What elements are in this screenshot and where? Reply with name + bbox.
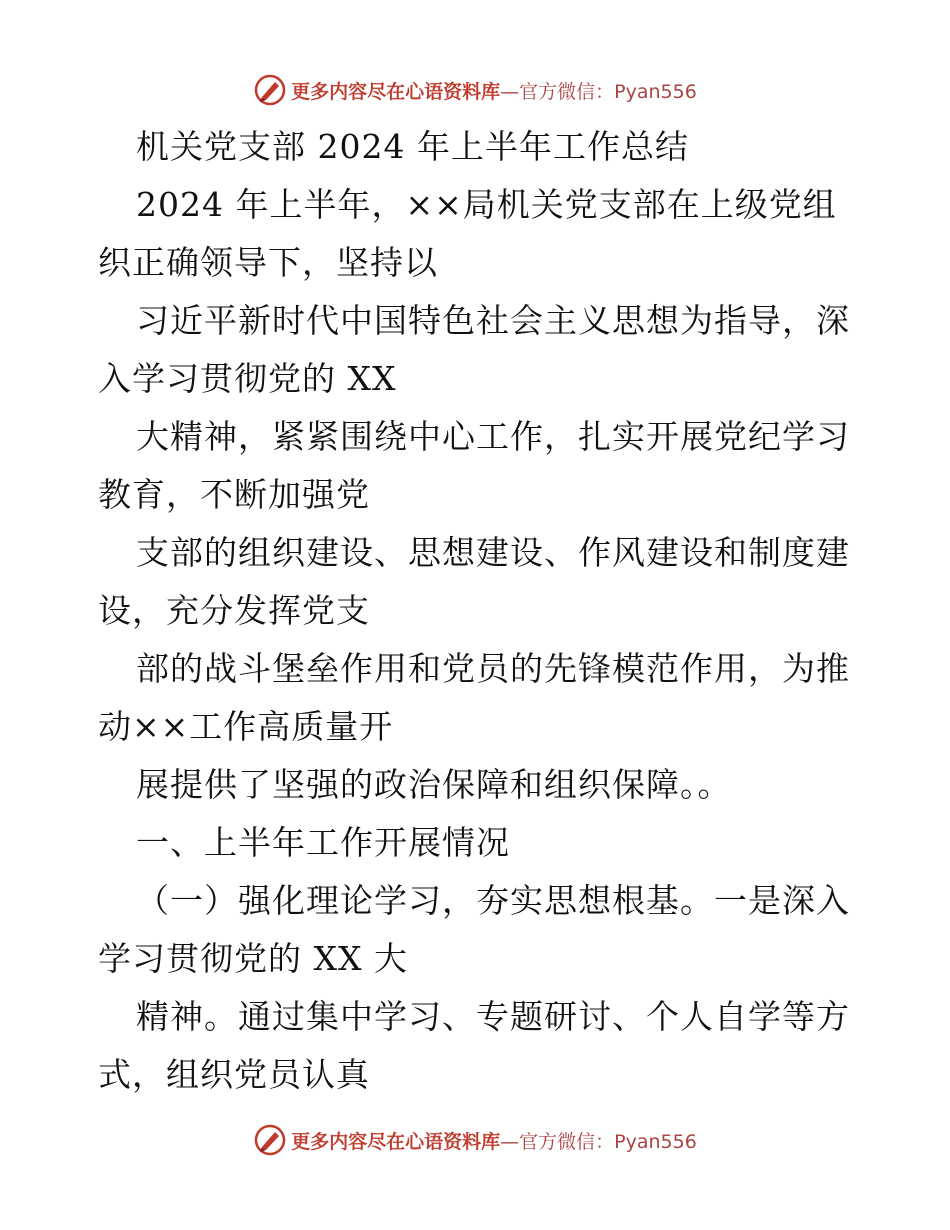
watermark-sub-text: 官方微信：Pyan556	[519, 1130, 697, 1153]
pen-circle-logo-icon	[253, 73, 287, 107]
document-line: 织正确领导下，坚持以	[98, 243, 438, 282]
document-line: 一、上半年工作开展情况	[136, 823, 510, 862]
document-line: 动××工作高质量开	[98, 707, 394, 746]
watermark-text	[291, 77, 697, 104]
watermark-banner-top	[0, 70, 950, 110]
document-line: 部的战斗堡垒作用和党员的先锋模范作用，为推	[136, 649, 850, 688]
watermark-text	[291, 1127, 697, 1154]
watermark-main-text: 更多内容尽在心语资料库	[291, 80, 501, 103]
document-line: 设，充分发挥党支	[98, 591, 370, 630]
document-line: 大精神，紧紧围绕中心工作，扎实开展党纪学习	[136, 417, 850, 456]
document-body	[98, 118, 858, 1104]
watermark-separator: —	[500, 80, 520, 103]
document-line: 机关党支部 2024 年上半年工作总结	[136, 127, 689, 166]
document-line: （一）强化理论学习，夯实思想根基。一是深入	[136, 881, 850, 920]
document-line: 入学习贯彻党的 XX	[98, 359, 397, 398]
document-line: 2024 年上半年，××局机关党支部在上级党组	[136, 185, 837, 224]
watermark-separator: —	[500, 1130, 520, 1153]
document-line: 精神。通过集中学习、专题研讨、个人自学等方	[136, 997, 850, 1036]
document-line: 习近平新时代中国特色社会主义思想为指导，深	[136, 301, 850, 340]
watermark-sub-text: 官方微信：Pyan556	[519, 80, 697, 103]
document-line: 展提供了坚强的政治保障和组织保障。。	[136, 765, 732, 804]
document-line: 学习贯彻党的 XX 大	[98, 939, 408, 978]
watermark-banner-bottom	[0, 1120, 950, 1160]
pen-circle-logo-icon	[253, 1123, 287, 1157]
document-line: 式，组织党员认真	[98, 1055, 370, 1094]
document-line: 教育，不断加强党	[98, 475, 370, 514]
watermark-main-text: 更多内容尽在心语资料库	[291, 1130, 501, 1153]
document-line: 支部的组织建设、思想建设、作风建设和制度建	[136, 533, 850, 572]
